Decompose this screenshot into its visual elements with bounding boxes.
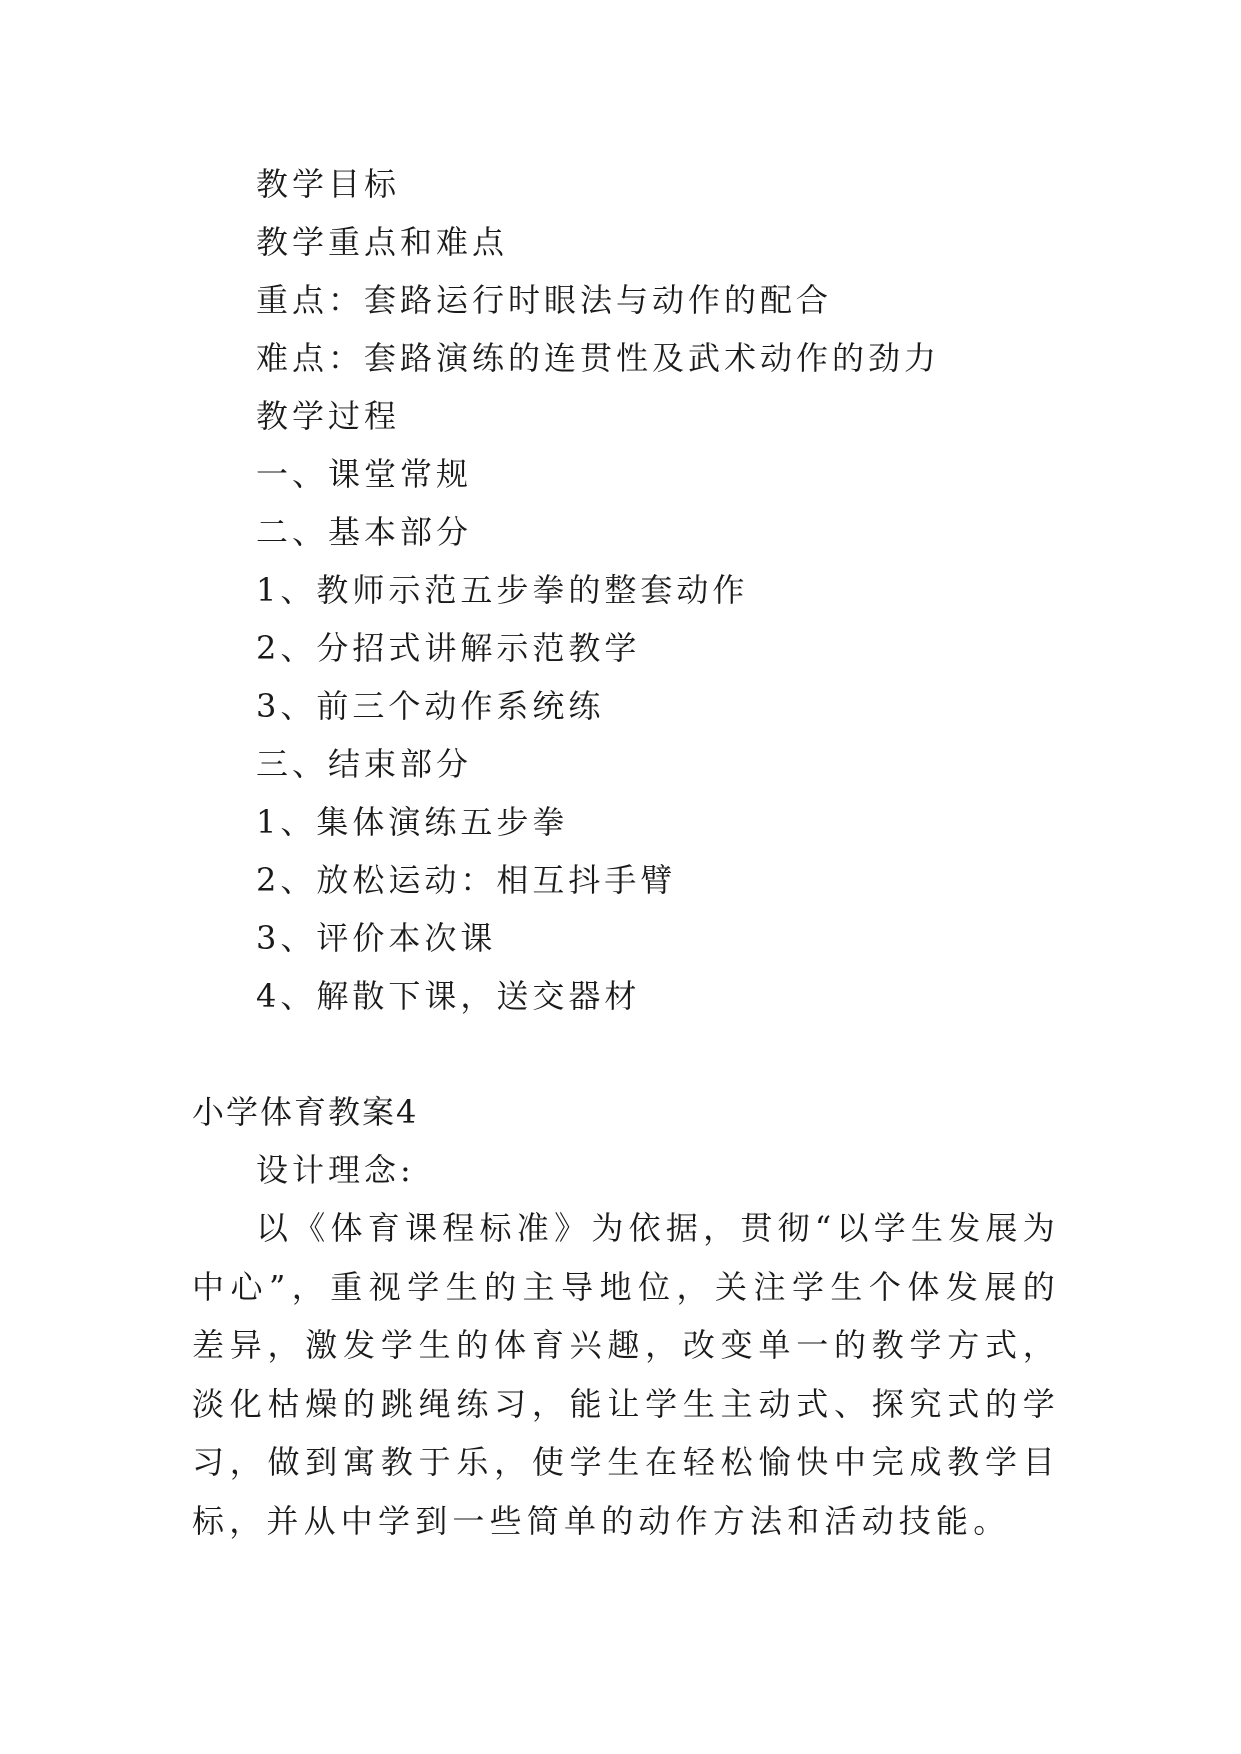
section-title: 小学体育教案4 xyxy=(192,1093,419,1131)
ending-item-4: 4、解散下课，送交器材 xyxy=(256,977,641,1015)
design-heading: 设计理念: xyxy=(256,1151,415,1189)
ending-item-1: 1、集体演练五步拳 xyxy=(256,803,569,841)
heading-teaching-goals: 教学目标 xyxy=(256,165,401,203)
design-paragraph: 以《体育课程标准》为依据，贯彻“以学生发展为中心”，重视学生的主导地位，关注学生个体发展的差异，激发学生的体育兴趣，改变单一的教学方式，淡化枯燥的跳绳练习，能让学生主动式、探究式的学习，做到寓教于乐，使学生在轻松愉快中完成教学目标，并从中学到一些简单的动作方法和活动技能。 xyxy=(192,1209,1060,1540)
basic-item-3: 3、前三个动作系统练 xyxy=(256,687,605,725)
heading-teaching-process: 教学过程 xyxy=(256,397,401,435)
difficult-point-line: 难点：套路演练的连贯性及武术动作的劲力 xyxy=(256,339,941,377)
heading-key-difficult-points: 教学重点和难点 xyxy=(256,223,509,261)
ending-item-2: 2、放松运动：相互抖手臂 xyxy=(256,861,677,899)
ending-item-3: 3、评价本次课 xyxy=(256,919,497,957)
basic-item-2: 2、分招式讲解示范教学 xyxy=(256,629,641,667)
basic-item-1: 1、教师示范五步拳的整套动作 xyxy=(256,571,749,609)
section-ending-part: 三、结束部分 xyxy=(256,745,473,783)
section-basic-part: 二、基本部分 xyxy=(256,513,473,551)
key-point-line: 重点：套路运行时眼法与动作的配合 xyxy=(256,281,833,319)
section-classroom-routine: 一、课堂常规 xyxy=(256,455,473,493)
